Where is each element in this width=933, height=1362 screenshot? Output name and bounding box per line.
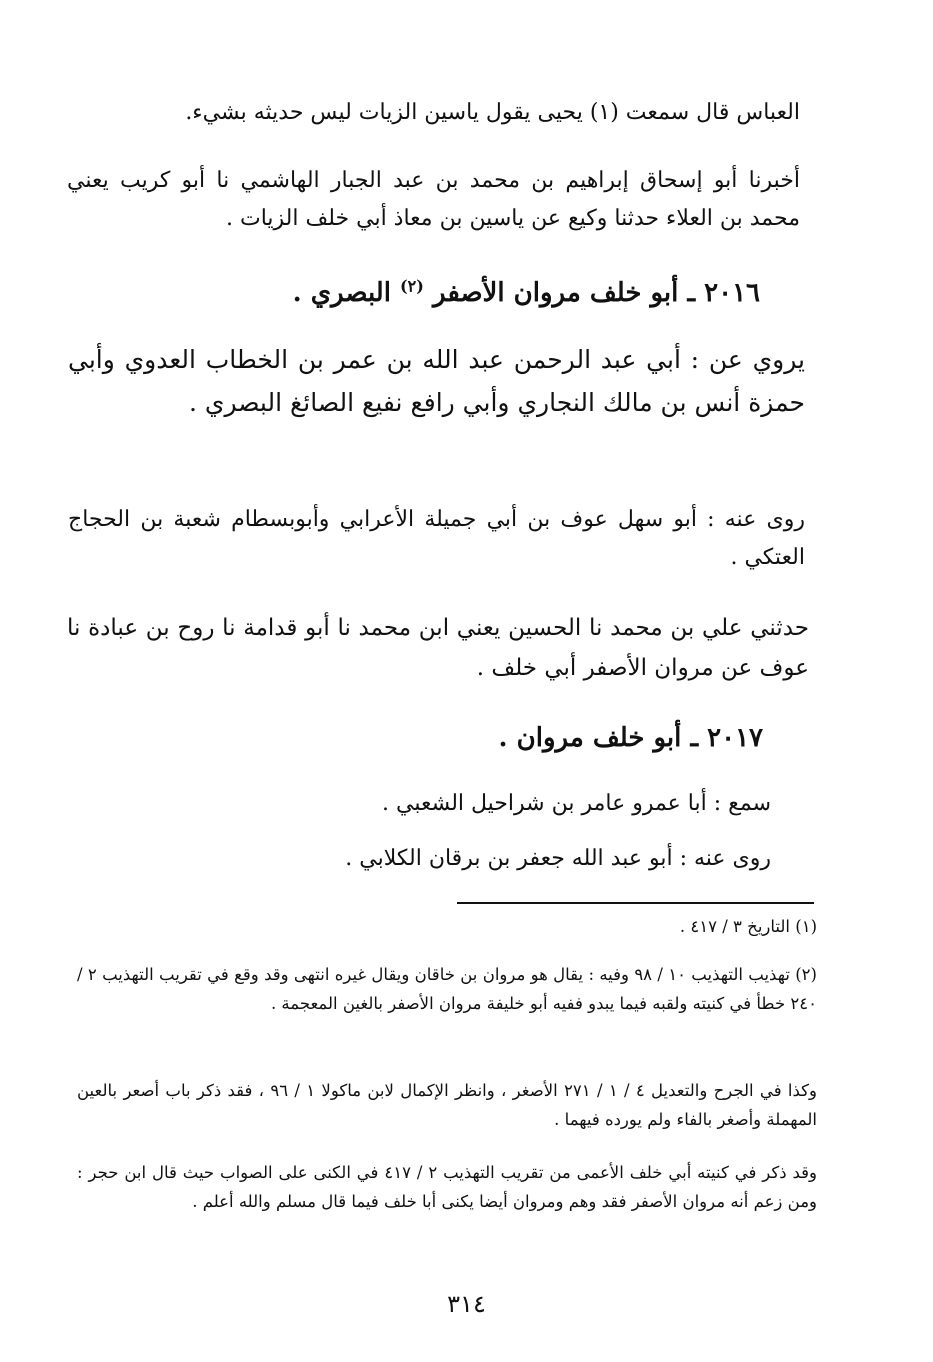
paragraph-continuation-text: العباس قال سمعت (١) يحيى يقول ياسين الزيات ليس حديثه بشيء. (185, 100, 800, 125)
footnote-2: (٢) تهذيب التهذيب ١٠ / ٩٨ وفيه : يقال هو مروان بن خاقان ويقال غيره انتهى وقد وقع في تقريب التهذيب ٢ / ٢٤٠ خطأ في كنيته ولقبه فيما يبدو ففيه أبو خليفة مروان الأصفر بالغين المعجمة . (77, 965, 817, 1014)
footnote-2-continued-b: وقد ذكر في كنيته أبي خلف الأعمى من تقريب التهذيب ٢ / ٤١٧ في الكنى على الصواب حيث قال ابن حجر : ومن زعم أنه مروان الأصفر فقد وهم ومروان أيضا يكنى أبا خلف فيما قال مسلم والله أعلم . (77, 1163, 817, 1212)
entry-name-2017: أبو خلف مروان . (498, 723, 682, 753)
footnote-1: (١) التاريخ ٣ / ٤١٧ . (679, 917, 817, 936)
entry-number-2017: ٢٠١٧ (707, 723, 763, 753)
paragraph-isnad-2: حدثني علي بن محمد نا الحسين يعني ابن محمد نا أبو قدامة نا روح بن عبادة نا عوف عن مروان الأصفر أبي خلف . (67, 615, 809, 681)
paragraph-isnad-1: أخبرنا أبو إسحاق إبراهيم بن محمد بن عبد الجبار الهاشمي نا أبو كريب يعني محمد بن العلاء حدثنا وكيع عن ياسين بن معاذ أبي خلف الزيات . (67, 168, 800, 231)
paragraph-narrated-by-1: روى عنه : أبو سهل عوف بن أبي جميلة الأعرابي وأبوبسطام شعبة بن الحجاج العتكي . (68, 507, 805, 570)
paragraph-narrates-from: يروي عن : أبي عبد الرحمن عبد الله بن عمر بن الخطاب العدوي وأبي حمزة أنس بن مالك النجاري وأبي رافع نفيع الصائغ البصري . (68, 345, 805, 417)
entry-dash: ـ (687, 278, 696, 308)
entry-heading-2016 (100, 271, 760, 316)
paragraph-continuation (100, 94, 800, 132)
page-number: ٣١٤ (447, 1290, 486, 1318)
entry-number-2016: ٢٠١٦ (704, 278, 760, 308)
footnote-ref-2: (٢) (400, 276, 424, 296)
entry-dash: ـ (690, 723, 699, 753)
footnote-2-continued-a: وكذا في الجرح والتعديل ٤ / ١ / ٢٧١ الأصغر ، وانظر الإكمال لابن ماكولا ١ / ٩٦ ، فقد ذكر باب أصعر بالعين المهملة وأصغر بالفاء ولم يورده فيهما . (77, 1081, 817, 1130)
paragraph-narrated-by-2: روى عنه : أبو عبد الله جعفر بن برقان الكلابي . (345, 846, 771, 871)
footnote-separator (457, 902, 814, 904)
paragraph-heard: سمع : أبا عمرو عامر بن شراحيل الشعبي . (382, 791, 771, 816)
entry-name-2016: أبو خلف مروان الأصفر (432, 278, 679, 308)
entry-nisba-2016: البصري . (292, 278, 391, 308)
entry-heading-2017 (103, 716, 763, 761)
